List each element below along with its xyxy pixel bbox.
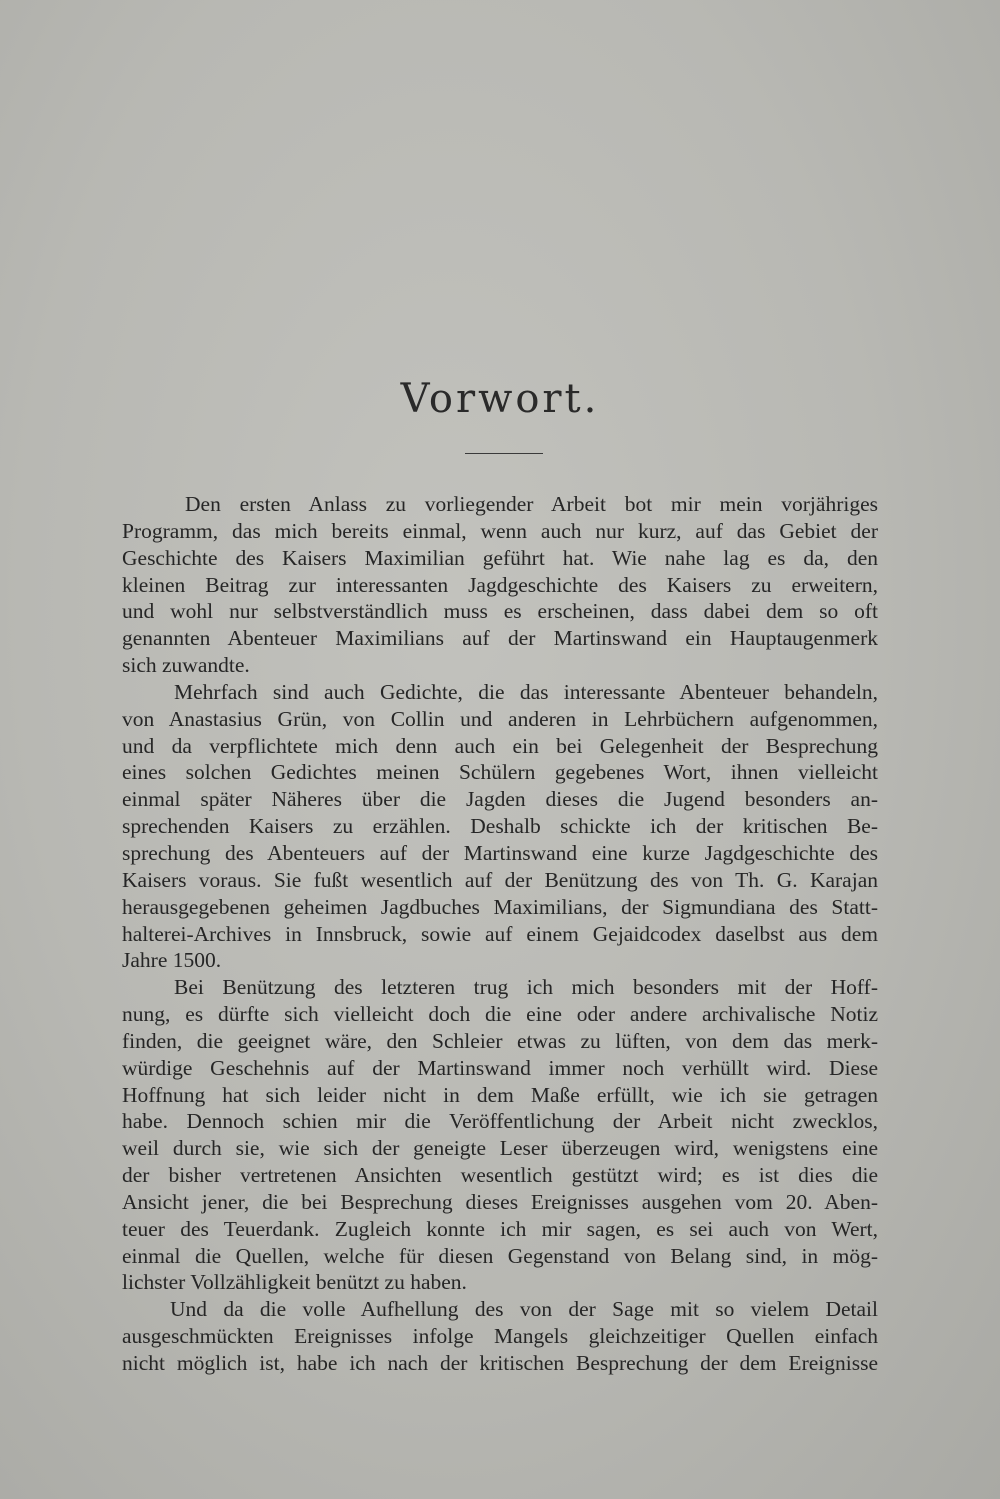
text-line: sich zuwandte. — [122, 653, 250, 678]
page-title: Vorwort. — [400, 376, 600, 422]
text-line: einmal die Quellen, welche für diesen Gegenstand von Belang sind, in mög- — [122, 1243, 878, 1268]
paragraph — [122, 1296, 878, 1377]
text-line: lichster Vollzähligkeit benützt zu haben. — [122, 1270, 467, 1295]
text-line: Geschichte des Kaisers Maximilian geführt hat. Wie nahe lag es da, den — [122, 545, 878, 570]
text-line: und wohl nur selbstverständlich muss es erscheinen, dass dabei dem so oft — [122, 599, 878, 624]
text-line: würdige Geschehnis auf der Martinswand immer noch verhüllt wird. Diese — [122, 1055, 878, 1080]
text-line: sprechenden Kaisers zu erzählen. Deshalb schickte ich der kritischen Be- — [122, 814, 878, 839]
text-line: kleinen Beitrag zur interessanten Jagdgeschichte des Kaisers zu erweitern, — [122, 572, 878, 597]
text-line: halterei-Archives in Innsbruck, sowie auf einem Gejaidcodex daselbst aus dem — [122, 921, 878, 946]
text-line: Programm, das mich bereits einmal, wenn auch nur kurz, auf das Gebiet der — [122, 518, 878, 543]
text-line: der bisher vertretenen Ansichten wesentlich gestützt wird; es ist dies die — [122, 1163, 878, 1188]
text-line: weil durch sie, wie sich der geneigte Leser überzeugen wird, wenigstens eine — [122, 1136, 878, 1161]
text-line: Hoffnung hat sich leider nicht in dem Maße erfüllt, wie ich sie getragen — [122, 1082, 878, 1107]
text-line: Jahre 1500. — [122, 948, 222, 973]
text-line: Ansicht jener, die bei Besprechung dieses Ereignisses ausgehen vom 20. Aben- — [122, 1189, 878, 1214]
text-line: genannten Abenteuer Maximilians auf der Martinswand ein Hauptaugenmerk — [122, 626, 878, 651]
text-line: nung, es dürfte sich vielleicht doch die eine oder andere archivalische Notiz — [122, 1002, 878, 1027]
text-line: Den ersten Anlass zu vorliegender Arbeit bot mir mein vorjähriges — [185, 492, 878, 516]
text-line: herausgegebenen geheimen Jagdbuches Maximilians, der Sigmundiana des Statt- — [122, 894, 878, 919]
text-line: und da verpflichtete mich denn auch ein bei Gelegenheit der Besprechung — [122, 733, 878, 758]
paragraph — [122, 491, 878, 679]
title-divider — [465, 453, 543, 454]
body-text — [122, 491, 878, 1377]
text-line: Mehrfach sind auch Gedichte, die das interessante Abenteuer behandeln, — [174, 679, 878, 704]
text-line: sprechung des Abenteuers auf der Martinswand eine kurze Jagdgeschichte des — [122, 840, 878, 865]
text-line: Kaisers voraus. Sie fußt wesentlich auf der Benützung des von Th. G. Karajan — [122, 867, 878, 892]
paragraph — [122, 974, 878, 1296]
text-line: ausgeschmückten Ereignisses infolge Mangels gleichzeitiger Quellen einfach — [122, 1324, 878, 1349]
text-line: finden, die geeignet wäre, den Schleier etwas zu lüften, von dem das merk- — [122, 1028, 878, 1053]
text-line: habe. Dennoch schien mir die Veröffentlichung der Arbeit nicht zwecklos, — [122, 1109, 878, 1134]
text-line: nicht möglich ist, habe ich nach der kritischen Besprechung der dem Ereignisse — [122, 1351, 878, 1375]
text-line: von Anastasius Grün, von Collin und anderen in Lehrbüchern aufgenommen, — [122, 706, 878, 731]
paragraph — [122, 679, 878, 974]
text-line: teuer des Teuerdank. Zugleich konnte ich mir sagen, es sei auch von Wert, — [122, 1216, 878, 1241]
text-line: eines solchen Gedichtes meinen Schülern gegebenes Wort, ihnen vielleicht — [122, 760, 878, 785]
text-line: Bei Benützung des letzteren trug ich mich besonders mit der Hoff- — [174, 975, 878, 1000]
text-line: Und da die volle Aufhellung des von der Sage mit so vielem Detail — [170, 1297, 878, 1322]
text-line: einmal später Näheres über die Jagden dieses die Jugend besonders an- — [122, 787, 878, 812]
